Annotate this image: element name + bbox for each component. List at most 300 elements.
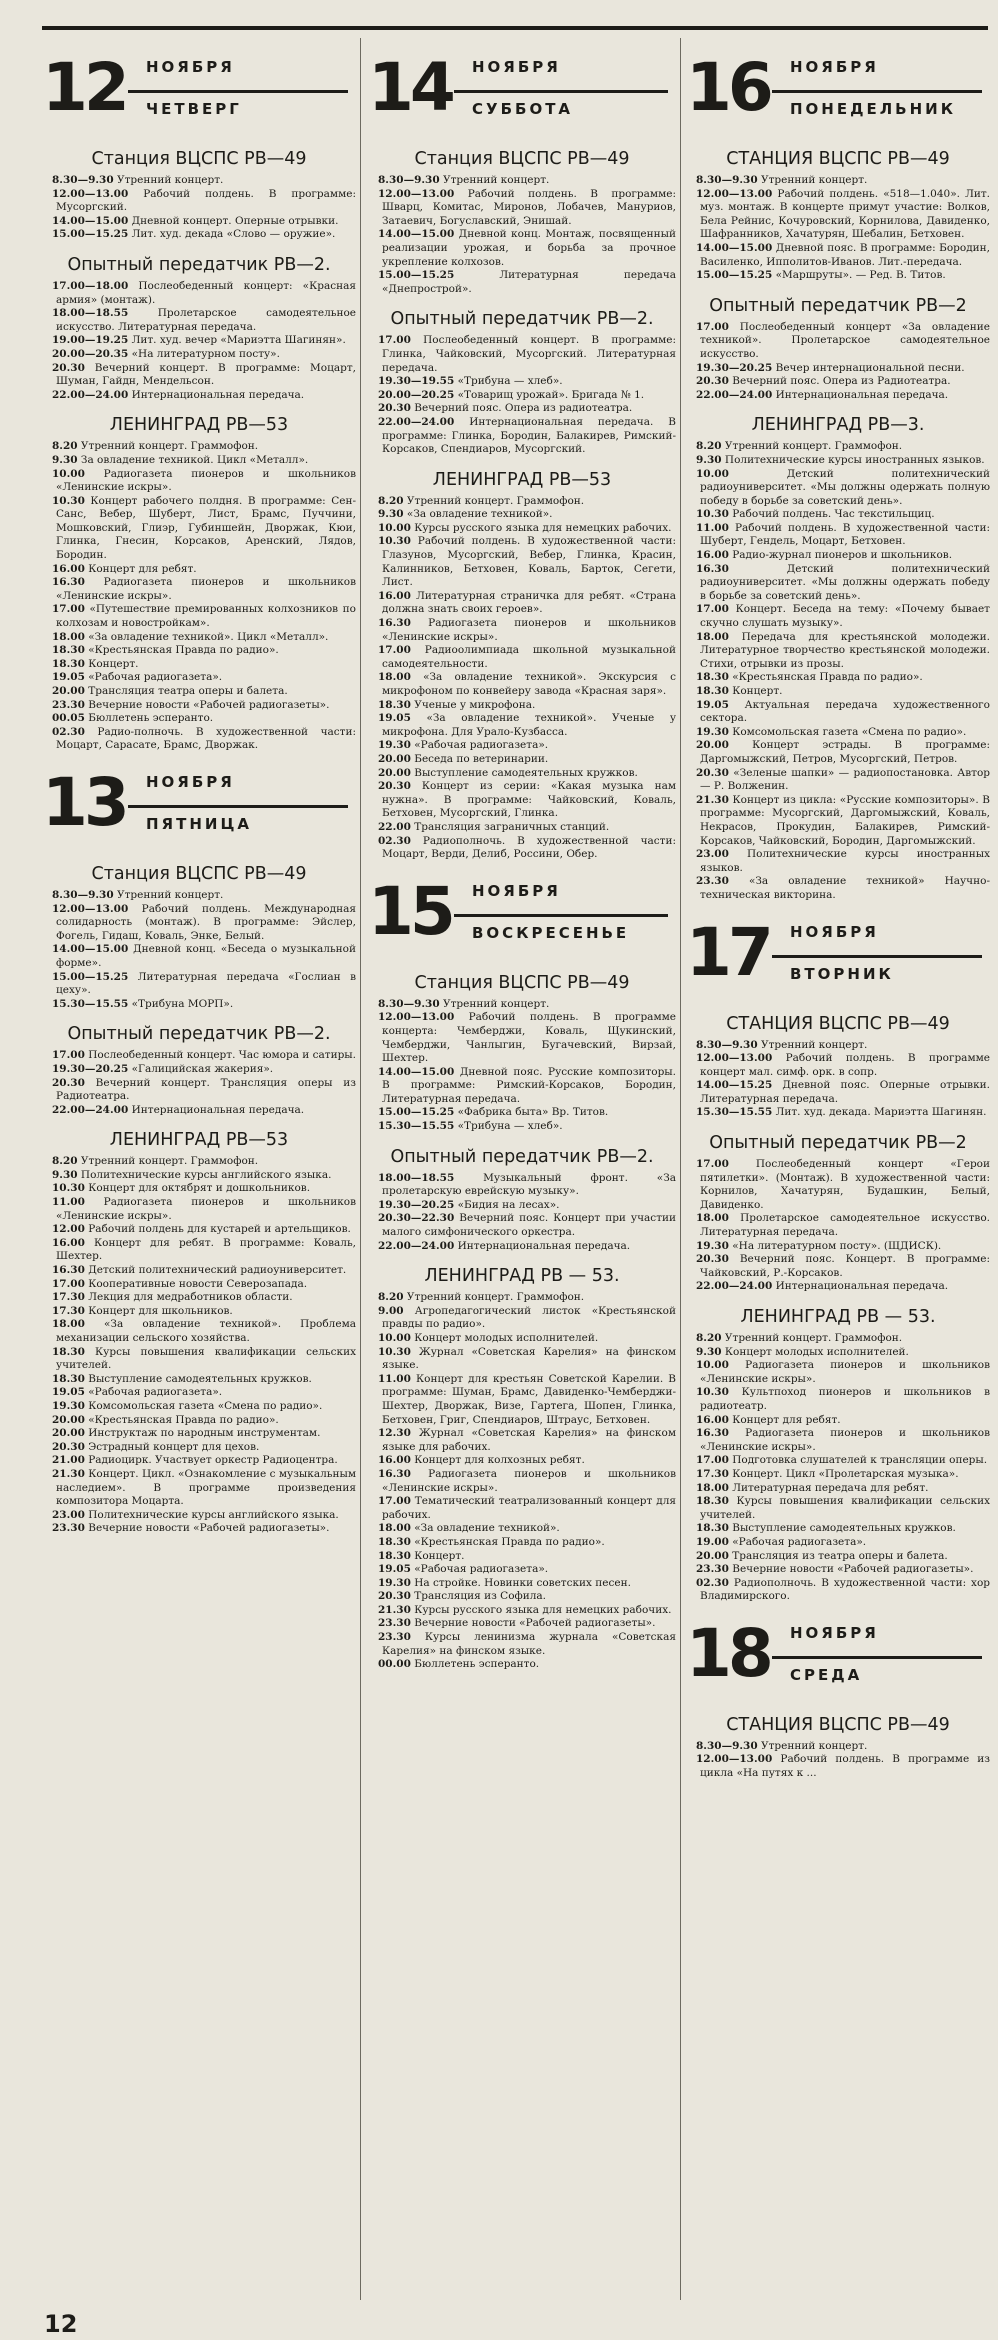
entry-time: 19.30: [378, 739, 411, 752]
program-entry: [42, 971, 356, 998]
program-entry: [42, 1441, 356, 1455]
station-title: Станция ВЦСПС РВ—49: [91, 149, 307, 169]
entry-time: 12.30: [378, 1427, 411, 1440]
entry-time: 15.00—15.25: [378, 269, 455, 282]
weekday-label: СУББОТА: [472, 100, 574, 118]
entry-time: 17.00: [52, 603, 85, 616]
entry-text: Актуальная передача художественного сектора.: [700, 698, 990, 725]
entry-text: Радиополночь. В художественной части: хор Владимирского.: [700, 1576, 990, 1603]
entry-time: 17.00: [378, 644, 411, 657]
program-entry: [368, 1468, 676, 1495]
entry-text: Рабочий полдень. «518—1.040». Лит. муз. монтаж. В концерте примут участие: Волков, Бела Рейнис, Кочуровский, Корнилова, Давиденко, Шафранников, Хачатурян, Шебалин, Бетховен.: [700, 187, 990, 241]
entry-text: Подготовка слушателей к трансляции оперы.: [732, 1454, 988, 1467]
entry-time: 8.30—9.30: [52, 174, 114, 186]
day-number: 16: [686, 49, 770, 126]
entry-text: Журнал «Советская Карелия» на финском языке.: [382, 1345, 676, 1372]
entry-text: Детский политехнический радиоуниверситет. «Мы должны одержать полную победу в борьбе за советский день».: [700, 467, 990, 507]
program-entry: [42, 1155, 356, 1169]
program-entry: [368, 1199, 676, 1213]
day-number: 12: [42, 49, 126, 126]
entry-text: Вечерние новости «Рабочей радиогазеты».: [88, 1522, 330, 1535]
station-title: ЛЕНИНГРАД РВ—3.: [751, 415, 925, 436]
program-entry: [686, 468, 990, 509]
entry-text: Послеобеденный концерт «За овладение техникой». Пролетарское самодеятельное искусство.: [700, 320, 990, 360]
program-entry: [686, 1427, 990, 1454]
entry-text: Лит. худ. вечер «Мариэтта Шагинян».: [131, 334, 346, 347]
program-entry: [42, 1291, 356, 1305]
entry-text: Радиогазета пионеров и школьников «Ленинские искры».: [56, 576, 356, 602]
entry-text: Рабочий полдень. Час текстильщиц.: [732, 508, 935, 521]
entry-text: Утренний концерт.: [761, 174, 868, 186]
entry-time: 19.05: [696, 698, 729, 711]
entry-time: 19.30—20.25: [52, 1062, 129, 1075]
entry-text: Интернациональная передача.: [775, 388, 949, 401]
station-title: ЛЕНИНГРАД РВ—53: [109, 1130, 289, 1151]
entry-time: 16.30: [378, 1467, 411, 1480]
program-entry: [42, 440, 356, 454]
entry-time: 21.30: [52, 1467, 85, 1480]
entry-text: Утренний концерт. Граммофон.: [406, 494, 585, 507]
program-entry: [368, 1066, 676, 1107]
station-section: [368, 1265, 676, 1672]
entry-text: Концерт рабочего полдня. В программе: Сен-Санс, Вебер, Шуберт, Лист, Брамс, Пуччини, Мошковский, Глиэр, Губиншейн, Дворжак, Кюи, Глинка, Гнесин, Корсаков, Аренский, Лядов, Бородин.: [56, 494, 356, 562]
entry-time: 18.30: [696, 671, 729, 684]
program-entry: [368, 821, 676, 835]
entry-time: 16.00: [52, 562, 85, 575]
entry-text: Рабочий полдень. В программе: Мусоргский.: [56, 187, 356, 214]
entry-text: «За овладение техникой». Цикл «Металл».: [88, 630, 329, 643]
entry-text: За овладение техникой. Цикл «Металл».: [80, 453, 309, 466]
entry-text: «Зеленые шапки» — радиопостановка. Автор — Р. Волженин.: [700, 766, 990, 793]
entry-time: 20.30: [378, 1590, 411, 1603]
month-label: НОЯБРЯ: [472, 881, 561, 900]
entry-text: Трансляция заграничных станций.: [414, 820, 610, 833]
entry-text: Вечерние новости «Рабочей радиогазеты».: [732, 1563, 974, 1576]
program-entry: [686, 188, 990, 242]
entry-time: 18.00: [696, 1212, 729, 1225]
entry-time: 16.00: [52, 1236, 85, 1249]
entry-text: Радиогазета пионеров и школьников «Ленинские искры».: [382, 1467, 676, 1494]
entry-time: 15.30—15.55: [378, 1120, 455, 1133]
entry-text: «Трибуна МОРП».: [131, 997, 234, 1010]
entry-time: 8.20: [696, 440, 722, 453]
entry-text: Концерт для ребят.: [732, 1413, 841, 1426]
entry-time: 20.30: [378, 402, 411, 415]
entry-text: Дневной конц. Монтаж, посвященный реализации урожая, и борьба за прочное укрепление колхозов.: [382, 228, 676, 268]
entry-time: 14.00—15.00: [378, 1065, 455, 1078]
entry-time: 9.30: [696, 1345, 722, 1358]
entry-text: «На литературном посту».: [131, 347, 280, 360]
station-section: [368, 1146, 676, 1254]
entry-time: 9.30: [696, 453, 722, 466]
program-entry: [368, 835, 676, 862]
program-entry: [686, 699, 990, 726]
entry-time: 11.00: [378, 1372, 411, 1385]
entry-text: «Маршруты». — Ред. В. Титов.: [775, 269, 946, 282]
entry-time: 20.30: [696, 766, 729, 779]
program-entry: [42, 1278, 356, 1292]
entry-text: «Рабочая радиогазета».: [732, 1535, 867, 1548]
program-entry: [42, 1169, 356, 1183]
entry-text: Радиоолимпиада школьной музыкальной самодеятельности.: [382, 644, 676, 670]
entry-text: Интернациональная передача.: [131, 1103, 305, 1116]
entry-time: 16.00: [696, 1413, 729, 1426]
station-title: Станция ВЦСПС РВ—49: [414, 149, 630, 169]
entry-time: 00.00: [378, 1658, 411, 1671]
entry-text: Утренний концерт.: [443, 174, 550, 186]
program-entry: [686, 1482, 990, 1496]
program-entry: [368, 753, 676, 767]
entry-time: 9.00: [378, 1304, 404, 1317]
station-title: Опытный передатчик РВ—2.: [67, 254, 331, 275]
entry-text: «Фабрика быта» Вр. Титов.: [457, 1106, 609, 1119]
entry-time: 8.30—9.30: [378, 997, 440, 1010]
entry-text: «За овладение техникой» Научно-техническая викторина.: [700, 875, 990, 901]
entry-text: Концерт молодых исполнителей.: [414, 1332, 599, 1344]
entry-text: Вечерний концерт. В программе: Моцарт, Шуман, Гайдн, Мендельсон.: [56, 361, 356, 388]
entry-time: 10.30: [52, 1182, 85, 1195]
entry-time: 17.00: [378, 334, 411, 347]
entry-time: 9.30: [378, 508, 404, 521]
program-entry: [42, 1182, 356, 1196]
entry-time: 20.30: [378, 780, 411, 793]
program-entry: [686, 685, 990, 699]
entry-time: 20.30: [52, 1440, 85, 1453]
program-entry: [42, 563, 356, 577]
program-entry: [686, 1280, 990, 1294]
program-entry: [368, 739, 676, 753]
program-entry: [686, 726, 990, 740]
entry-time: 20.00: [378, 752, 411, 765]
station-title: СТАНЦИЯ ВЦСПС РВ—49: [726, 1013, 950, 1034]
entry-text: Утренний концерт. Граммофон.: [80, 440, 259, 453]
entry-time: 19.00: [696, 1535, 729, 1548]
entry-text: Утренний концерт.: [761, 1038, 868, 1051]
entry-time: 16.00: [696, 549, 729, 562]
entry-text: Ученые у микрофона.: [414, 698, 536, 711]
entry-time: 20.00—20.25: [378, 388, 455, 401]
program-entry: [368, 1590, 676, 1604]
entry-text: Послеобеденный концерт: «Красная армия» (монтаж).: [56, 279, 356, 306]
entry-text: «Рабочая радиогазета».: [414, 739, 549, 752]
program-entry: [42, 468, 356, 495]
program-entry: [42, 1400, 356, 1414]
entry-time: 18.30: [378, 1535, 411, 1548]
program-entry: [42, 631, 356, 645]
entry-text: Политехнические курсы английского языка.: [88, 1508, 339, 1521]
entry-time: 8.20: [378, 1291, 404, 1304]
program-entry: [42, 671, 356, 685]
program-entry: [42, 603, 356, 630]
entry-text: Концерт для школьников.: [88, 1304, 233, 1317]
program-entry: [42, 644, 356, 658]
program-entry: [42, 174, 356, 188]
program-entry: [368, 1427, 676, 1454]
entry-text: Концерт.: [88, 657, 139, 670]
entry-text: Беседа по ветеринарии.: [414, 752, 549, 765]
program-entry: [686, 563, 990, 604]
entry-text: Утренний концерт. Граммофон.: [724, 1332, 903, 1344]
month-label: НОЯБРЯ: [790, 58, 879, 76]
program-entry: [686, 1158, 990, 1212]
program-entry: [42, 889, 356, 903]
entry-text: Радиогазета пионеров и школьников «Ленинские искры».: [700, 1359, 990, 1385]
program-entry: [42, 1427, 356, 1441]
station-title: Опытный передатчик РВ—2: [709, 1133, 967, 1154]
entry-text: Вечер интернациональной песни.: [775, 361, 965, 374]
entry-text: Концерт для ребят. В программе: Коваль, Шехтер.: [56, 1236, 356, 1263]
program-entry: [42, 228, 356, 242]
entry-time: 14.00—15.00: [696, 241, 773, 254]
program-entry: [686, 1563, 990, 1577]
program-entry: [686, 1577, 990, 1604]
program-entry: [42, 1049, 356, 1063]
entry-text: Курсы повышения квалификации сельских учителей.: [700, 1495, 990, 1521]
entry-time: 15.00—15.25: [52, 228, 129, 241]
entry-text: Радиогазета пионеров и школьников «Ленинские искры».: [56, 1196, 356, 1222]
program-entry: [686, 1346, 990, 1360]
program-entry: [368, 1011, 676, 1065]
entry-time: 10.00: [378, 521, 411, 534]
program-entry: [368, 767, 676, 781]
program-entry: [686, 1079, 990, 1106]
program-entry: [368, 1604, 676, 1618]
entry-time: 14.00—15.00: [378, 228, 455, 241]
entry-text: Концерт эстрады. В программе: Даргомыжский, Петров, Мусоргский, Петров.: [700, 739, 990, 765]
month-label: НОЯБРЯ: [146, 772, 235, 791]
program-entry: [686, 440, 990, 454]
entry-time: 18.00: [52, 1318, 85, 1331]
program-entry: [42, 576, 356, 603]
entry-time: 15.30—15.55: [696, 1106, 773, 1119]
program-entry: [686, 603, 990, 630]
program-entry: [686, 1468, 990, 1482]
entry-text: Политехнические курсы иностранных языков.: [724, 453, 985, 466]
program-entry: [686, 362, 990, 376]
station-title: СТАНЦИЯ ВЦСПС РВ—49: [726, 1714, 950, 1735]
entry-time: 10.00: [378, 1332, 411, 1344]
entry-time: 12.00—13.00: [696, 187, 773, 200]
program-entry: [42, 712, 356, 726]
program-entry: [686, 631, 990, 672]
entry-text: Трансляция из Софила.: [414, 1590, 547, 1603]
entry-time: 22.00—24.00: [378, 1239, 455, 1252]
program-entry: [686, 1454, 990, 1468]
entry-time: 8.30—9.30: [696, 1739, 758, 1752]
entry-time: 11.00: [52, 1196, 85, 1209]
entry-time: 8.20: [378, 494, 404, 507]
program-entry: [368, 1291, 676, 1305]
entry-text: Рабочий полдень. Международная солидарность (монтаж). В программе: Эйслер, Фогель, Гидаш, Коваль, Энке, Белый.: [56, 902, 356, 942]
weekday-label: ПОНЕДЕЛЬНИК: [790, 100, 956, 118]
program-entry: [686, 549, 990, 563]
program-entry: [368, 1332, 676, 1346]
entry-time: 19.05: [378, 1563, 411, 1576]
entry-text: Политехнические курсы иностранных языков.: [700, 848, 990, 874]
program-entry: [686, 1536, 990, 1550]
entry-time: 16.00: [378, 589, 411, 602]
entry-text: «На литературном посту». (ЩДИСК).: [732, 1239, 942, 1252]
station-title: ЛЕНИНГРАД РВ—53: [109, 415, 289, 436]
entry-text: Концерт. Беседа на тему: «Почему бывает скучно слушать музыку».: [700, 603, 990, 630]
entry-time: 12.00—13.00: [52, 902, 129, 915]
entry-text: Утренний концерт. Граммофон.: [406, 1291, 585, 1304]
entry-time: 10.30: [696, 508, 729, 521]
entry-time: 8.30—9.30: [696, 1038, 758, 1051]
day-number: 15: [368, 872, 452, 950]
program-entry: [368, 174, 676, 188]
program-entry: [368, 508, 676, 522]
entry-time: 15.00—15.25: [696, 269, 773, 282]
program-entry: [686, 1550, 990, 1564]
program-entry: [42, 1264, 356, 1278]
entry-text: Утренний концерт.: [117, 174, 224, 186]
entry-text: Вечерний пояс. Концерт при участии малого симфонического оркестра.: [382, 1212, 676, 1239]
entry-time: 19.30: [52, 1399, 85, 1412]
entry-time: 18.00: [378, 671, 411, 684]
program-entry: [368, 188, 676, 229]
entry-text: Радио-полночь. В художественной части: Моцарт, Сарасате, Брамс, Дворжак.: [56, 725, 356, 752]
program-entry: [368, 495, 676, 509]
day-rule: [772, 955, 982, 958]
entry-text: Концерт из цикла: «Русские композиторы». В программе: Мусоргский, Даргомыжский, Коваль, Некрасов, Прокудин, Балакирев, Римский-Корсаков, Чайковский, Бородин, Даргомыжский.: [700, 793, 990, 847]
program-entry: [42, 362, 356, 389]
program-entry: [42, 699, 356, 713]
day-header: [686, 44, 990, 136]
entry-text: Вечерние новости «Рабочей радиогазеты».: [88, 698, 330, 711]
entry-text: Концерт для колхозных ребят.: [414, 1454, 585, 1467]
entry-time: 19.05: [52, 1386, 85, 1399]
day-number: 17: [686, 913, 770, 991]
program-entry: [686, 875, 990, 902]
station-section: [686, 1714, 990, 1781]
entry-text: Вечерний концерт. Трансляция оперы из Радиотеатра.: [56, 1076, 356, 1103]
day-header: [42, 759, 356, 851]
program-entry: [42, 1196, 356, 1223]
weekday-label: СРЕДА: [790, 1665, 863, 1684]
entry-time: 16.30: [696, 562, 729, 575]
entry-time: 18.30: [52, 644, 85, 657]
entry-text: Интернациональная передача.: [457, 1239, 631, 1252]
station-section: [42, 863, 356, 1011]
entry-time: 18.30: [52, 1345, 85, 1358]
entry-time: 23.30: [696, 875, 729, 888]
entry-time: 10.00: [696, 467, 729, 480]
entry-text: Послеобеденный концерт. В программе: Глинка, Чайковский, Мусоргский. Литературная передача.: [382, 334, 676, 374]
entry-time: 19.30—20.25: [696, 361, 773, 374]
entry-time: 15.00—15.25: [378, 1106, 455, 1119]
program-entry: [368, 617, 676, 644]
entry-time: 00.05: [52, 712, 85, 725]
program-entry: [686, 1052, 990, 1079]
program-entry: [686, 767, 990, 794]
entry-time: 17.00: [696, 320, 729, 333]
program-entry: [42, 1468, 356, 1509]
entry-text: Курсы русского языка для немецких рабочих.: [414, 521, 672, 534]
station-section: [42, 1023, 356, 1117]
entry-text: Радиополночь. В художественной части: Моцарт, Верди, Делиб, Россини, Обер.: [382, 834, 676, 861]
entry-text: Выступление самодеятельных кружков.: [732, 1522, 956, 1535]
entry-time: 11.00: [696, 521, 729, 534]
entry-time: 10.00: [696, 1359, 729, 1372]
program-entry: [42, 1063, 356, 1077]
entry-text: «Галицийская жакерия».: [131, 1062, 274, 1075]
entry-time: 19.30—19.55: [378, 375, 455, 388]
entry-text: Лекция для медработников области.: [88, 1291, 293, 1304]
day-number: 14: [368, 49, 452, 126]
entry-text: Утренний концерт. Граммофон.: [724, 440, 903, 453]
program-entry: [368, 1172, 676, 1199]
entry-time: 10.30: [378, 535, 411, 548]
entry-time: 15.00—15.25: [52, 970, 129, 983]
entry-text: Лит. худ. декада. Мариэтта Шагинян.: [775, 1106, 987, 1119]
entry-text: Литературная передача «Гослиан в цеху».: [56, 970, 356, 997]
program-entry: [368, 375, 676, 389]
program-entry: [42, 495, 356, 563]
station-title: Опытный передатчик РВ—2.: [67, 1024, 331, 1045]
entry-time: 18.30: [52, 657, 85, 670]
entry-time: 18.00: [696, 630, 729, 643]
program-entry: [368, 1577, 676, 1591]
program-entry: [368, 1495, 676, 1522]
program-entry: [368, 671, 676, 698]
station-section: [686, 1306, 990, 1604]
program-entry: [42, 1223, 356, 1237]
entry-text: «Товарищ урожай». Бригада № 1.: [457, 388, 645, 401]
entry-time: 20.00—20.35: [52, 347, 129, 360]
station-title: ЛЕНИНГРАД РВ — 53.: [424, 1266, 620, 1287]
program-entry: [686, 242, 990, 269]
program-entry: [368, 389, 676, 403]
station-section: [42, 148, 356, 242]
station-title: СТАНЦИЯ ВЦСПС РВ—49: [726, 149, 950, 169]
entry-time: 22.00—24.00: [52, 388, 129, 401]
entry-text: Рабочий полдень. В художественной части: Глазунов, Мусоргский, Вебер, Глинка, Красин, Калинников, Бетховен, Коваль, Барток, Сегети, Лист.: [382, 535, 676, 589]
entry-text: «Трибуна — хлеб».: [457, 375, 563, 388]
program-entry: [42, 1104, 356, 1118]
entry-time: 23.30: [378, 1631, 411, 1644]
entry-text: Радиогазета пионеров и школьников «Ленинские искры».: [382, 617, 676, 643]
entry-text: «Трибуна — хлеб».: [457, 1120, 563, 1133]
program-entry: [686, 794, 990, 848]
entry-time: 23.30: [378, 1617, 411, 1630]
entry-time: 20.00: [52, 1413, 85, 1426]
entry-time: 10.30: [696, 1386, 729, 1399]
entry-time: 18.00: [52, 630, 85, 643]
weekday-label: ЧЕТВЕРГ: [146, 100, 242, 118]
entry-text: Политехнические курсы английского языка.: [80, 1168, 332, 1181]
program-entry: [368, 780, 676, 821]
entry-text: Рабочий полдень для кустарей и артельщиков.: [88, 1223, 351, 1236]
program-entry: [368, 1454, 676, 1468]
entry-text: Трансляция театра оперы и балета.: [88, 685, 288, 697]
entry-time: 23.30: [696, 1563, 729, 1576]
program-entry: [42, 334, 356, 348]
entry-time: 17.30: [52, 1304, 85, 1317]
program-entry: [686, 848, 990, 875]
entry-time: 19.05: [52, 671, 85, 684]
day-number: 18: [686, 1614, 770, 1692]
program-entry: [686, 389, 990, 403]
program-entry: [686, 1740, 990, 1754]
column-divider: [360, 38, 361, 2300]
entry-text: Радиоцирк. Участвует оркестр Радиоцентра.: [88, 1454, 338, 1467]
entry-time: 20.30: [52, 1076, 85, 1089]
entry-text: Концерт из серии: «Какая музыка нам нужна». В программе: Чайковский, Коваль, Бетховен, Мусоргский, Глинка.: [382, 780, 676, 820]
station-section: [686, 148, 990, 283]
column-1: [42, 40, 356, 2320]
station-title: Опытный передатчик РВ—2.: [390, 309, 654, 330]
